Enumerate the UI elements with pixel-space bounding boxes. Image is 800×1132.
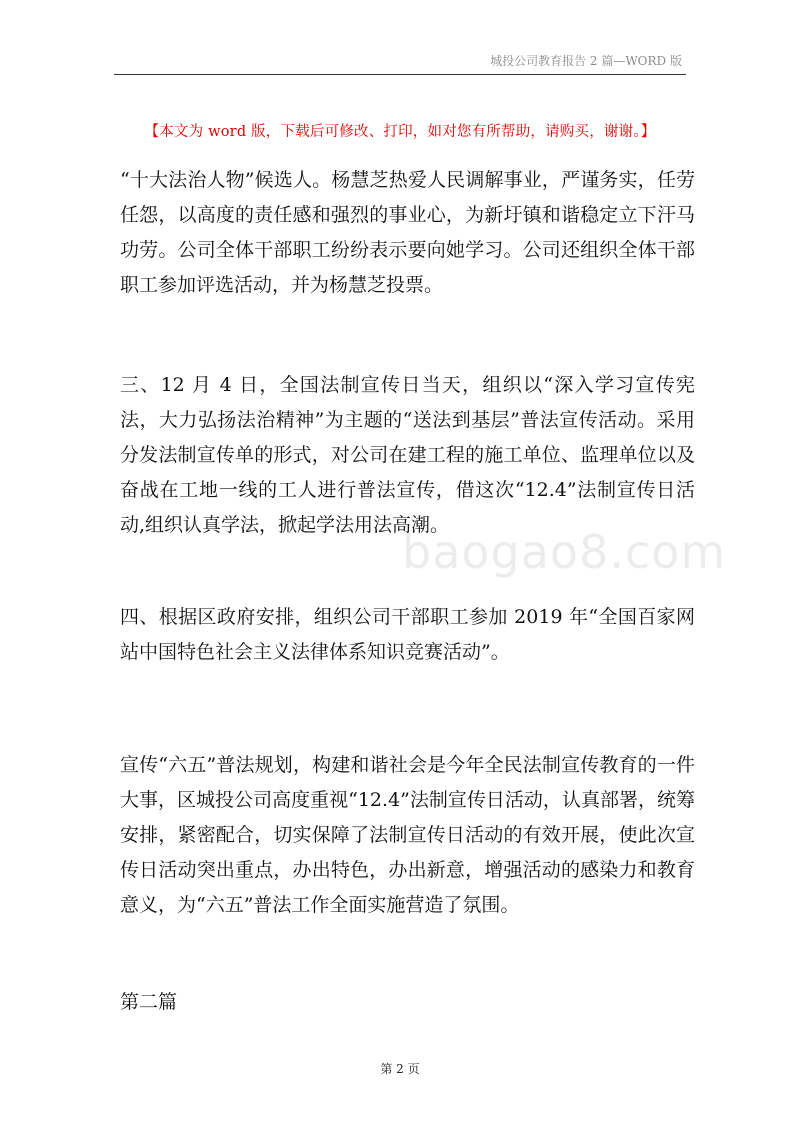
section-heading-second: 第二篇 <box>120 991 178 1013</box>
page-header-title: 城投公司教育报告 2 篇—WORD 版 <box>490 54 682 68</box>
paragraph-candidate: “十大法治人物”候选人。杨慧芝热爱人民调解事业，严谨务实，任劳任怨，以高度的责任感和强烈的事业心，为新圩镇和谐稳定立下汗马功劳。公司全体干部职工纷纷表示要向她学习。公司还组织全体干部职工参加评选活动，并为杨慧芝投票。 <box>120 169 695 296</box>
paragraph-section-four: 四、根据区政府安排，组织公司干部职工参加 2019 年“全国百家网站中国特色社会主义法律体系知识竞赛活动”。 <box>120 606 695 663</box>
header-divider <box>114 74 686 75</box>
paragraph-summary: 宣传“六五”普法规划，构建和谐社会是今年全民法制宣传教育的一件大事，区城投公司高度重视“12.4”法制宣传日活动，认真部署，统筹安排，紧密配合，切实保障了法制宣传日活动的有效开展，使此次宣传日活动突出重点，办出特色，办出新意，增强活动的感染力和教育意义，为“六五”普法工作全面实施营造了氛围。 <box>120 754 695 916</box>
paragraph-section-three: 三、12 月 4 日，全国法制宣传日当天，组织以“深入学习宣传宪法，大力弘扬法治精神”为主题的“送法到基层”普法宣传活动。采用分发法制宣传单的形式，对公司在建工程的施工单位、监理单位以及奋战在工地一线的工人进行普法宣传，借这次“12.4”法制宣传日活动,组织认真学法，掀起学法用法高潮。 <box>120 374 695 536</box>
purchase-notice: 【本文为 word 版，下载后可修改、打印，如对您有所帮助，请购买，谢谢。】 <box>144 124 656 140</box>
page-number: 第 2 页 <box>380 1062 420 1076</box>
watermark: baogao8.com <box>402 525 727 579</box>
